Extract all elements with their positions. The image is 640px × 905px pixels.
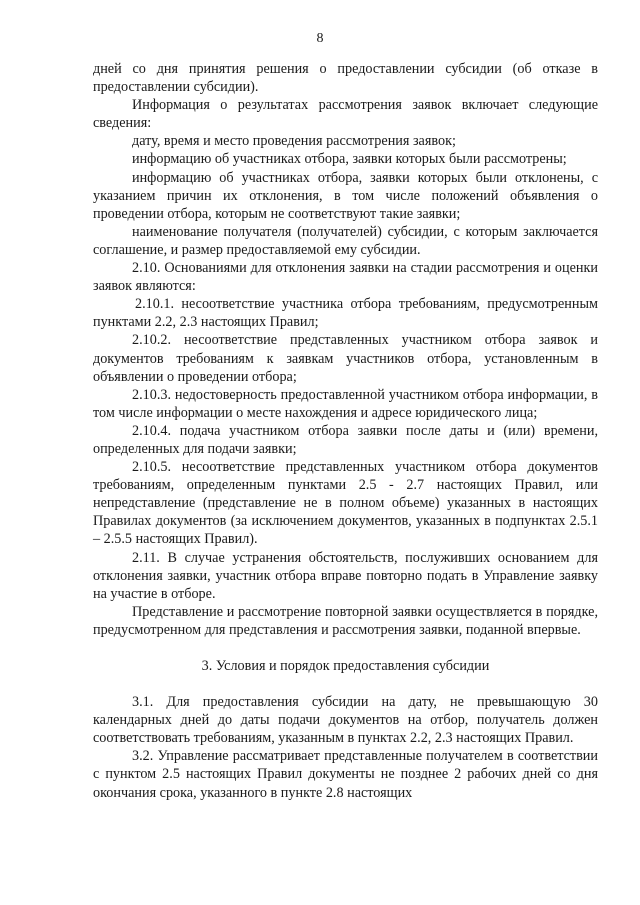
sub-clause: 2.10.1. несоответствие участника отбора требованиям, предусмотренным пунктами 2.2, 2.3 настоящих Правил; — [93, 296, 598, 331]
sub-clause: 2.10.3. недостоверность предоставленной участником отбора информации, в том числе информации о месте нахождения и адресе юридического лица; — [93, 386, 598, 421]
page-number: 8 — [316, 31, 324, 46]
paragraph: Информация о результатах рассмотрения заявок включает следующие сведения: — [93, 97, 598, 132]
clause: 2.10. Основаниями для отклонения заявки на стадии рассмотрения и оценки заявок являются: — [93, 260, 598, 295]
list-item: дату, время и место проведения рассмотрения заявок; — [132, 133, 456, 150]
sub-clause: 2.10.4. подача участником отбора заявки после даты и (или) времени, определенных для подачи заявки; — [93, 422, 598, 457]
document-body — [93, 60, 598, 802]
sub-clause: 2.10.5. несоответствие представленных участником отбора документов требованиям, определенным пунктами 2.5 - 2.7 настоящих Правил, или непредставление (представление не в полном объеме) указанных в настоящих Правилах документов (за исключением документов, указанных в подпунктах 2.5.1 – 2.5.5 настоящих Правил). — [93, 459, 598, 548]
clause: 2.11. В случае устранения обстоятельств, послуживших основанием для отклонения заявки, участник отбора вправе повторно подать в Управление заявку на участие в отборе. — [93, 549, 598, 602]
clause: 3.1. Для предоставления субсидии на дату, не превышающую 30 календарных дней до даты подачи документов на отбор, получатель должен соответствовать требованиям, указанным в пунктах 2.2, 2.3 настоящих Правил. — [93, 694, 598, 747]
paragraph: Представление и рассмотрение повторной заявки осуществляется в порядке, предусмотренном для представления и рассмотрения заявки, поданной впервые. — [93, 603, 598, 638]
clause: 3.2. Управление рассматривает представленные получателем в соответствии с пунктом 2.5 настоящих Правил документы не позднее 2 рабочих дней со дня окончания срока, указанного в пункте 2.8 настоящих — [93, 748, 598, 801]
section-heading: 3. Условия и порядок предоставления субсидии — [201, 658, 490, 674]
paragraph: дней со дня принятия решения о предоставлении субсидии (об отказе в предоставлении субсидии). — [93, 61, 598, 96]
list-item: наименование получателя (получателей) субсидии, с которым заключается соглашение, и размер предоставляемой ему субсидии. — [93, 223, 598, 258]
list-item: информацию об участниках отбора, заявки которых были рассмотрены; — [132, 151, 567, 168]
sub-clause: 2.10.2. несоответствие представленных участником отбора заявок и документов требованиям к заявкам участников отбора, установленным в объявлении о проведении отбора; — [93, 332, 598, 385]
list-item: информацию об участниках отбора, заявки которых были отклонены, с указанием причин их отклонения, в том числе положений объявления о проведении отбора, которым не соответствуют такие заявки; — [93, 169, 598, 222]
